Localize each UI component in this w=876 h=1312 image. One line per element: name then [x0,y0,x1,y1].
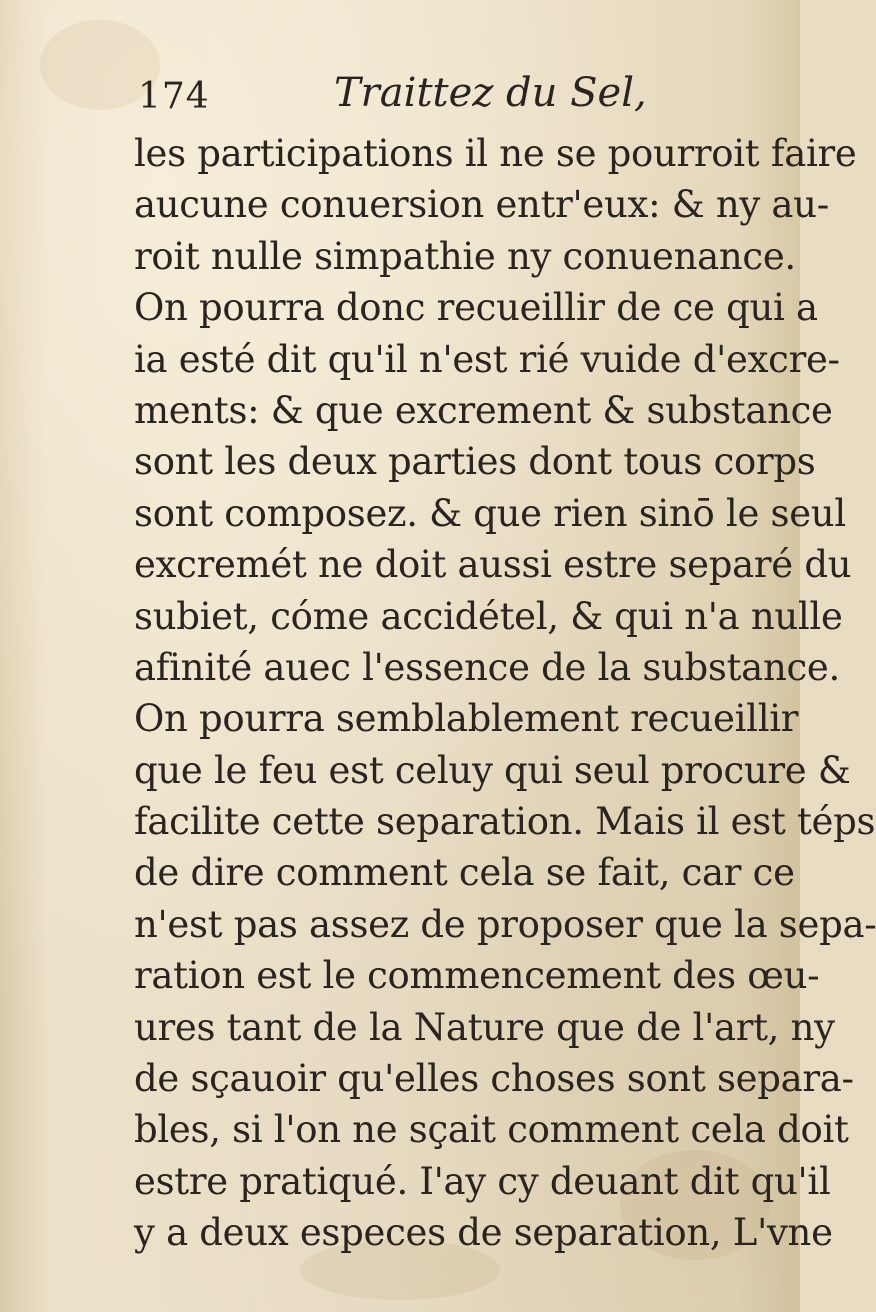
text-line: afinité auec l'essence de la substance. [134,645,840,689]
text-line: les participations il ne se pourroit faire [134,132,857,175]
text-line: sont composez. & que rien sinō le seul [134,491,846,535]
body-text [134,128,876,1259]
text-line: ments: & que excrement & substance [134,388,833,432]
text-line: excremét ne doit aussi estre separé du [134,543,852,587]
text-line: de sçauoir qu'elles choses sont separa- [134,1057,854,1101]
page-number: 174 [138,76,210,117]
text-line: bles, si l'on ne sçait comment cela doit [134,1108,849,1152]
text-line: estre pratiqué. I'ay cy deuant dit qu'il [134,1159,831,1203]
text-line: On pourra donc recueillir de ce qui a [134,286,818,330]
text-line: ration est le commencement des œu- [134,954,820,998]
text-line: ia esté dit qu'il n'est rié vuide d'excre- [134,337,840,381]
page-header [138,70,768,130]
text-line: de dire comment cela se fait, car ce [134,851,795,895]
text-line: que le feu est celuy qui seul procure & [134,748,851,792]
text-line: ures tant de la Nature que de l'art, ny [134,1005,835,1049]
running-title: Traittez du Sel, [334,70,647,116]
text-line: n'est pas assez de proposer que la sepa- [134,902,876,946]
text-line: y a deux especes de separation, L'vne [134,1211,833,1255]
text-line: On pourra semblablement recueillir [134,697,799,741]
text-line: roit nulle simpathie ny conuenance. [134,234,796,278]
text-line: sont les deux parties dont tous corps [134,440,816,484]
text-line: subiet, cóme accidétel, & qui n'a nulle [134,594,843,638]
text-line: facilite cette separation. Mais il est téps [134,800,876,844]
text-line: aucune conuersion entr'eux: & ny au- [134,183,829,227]
